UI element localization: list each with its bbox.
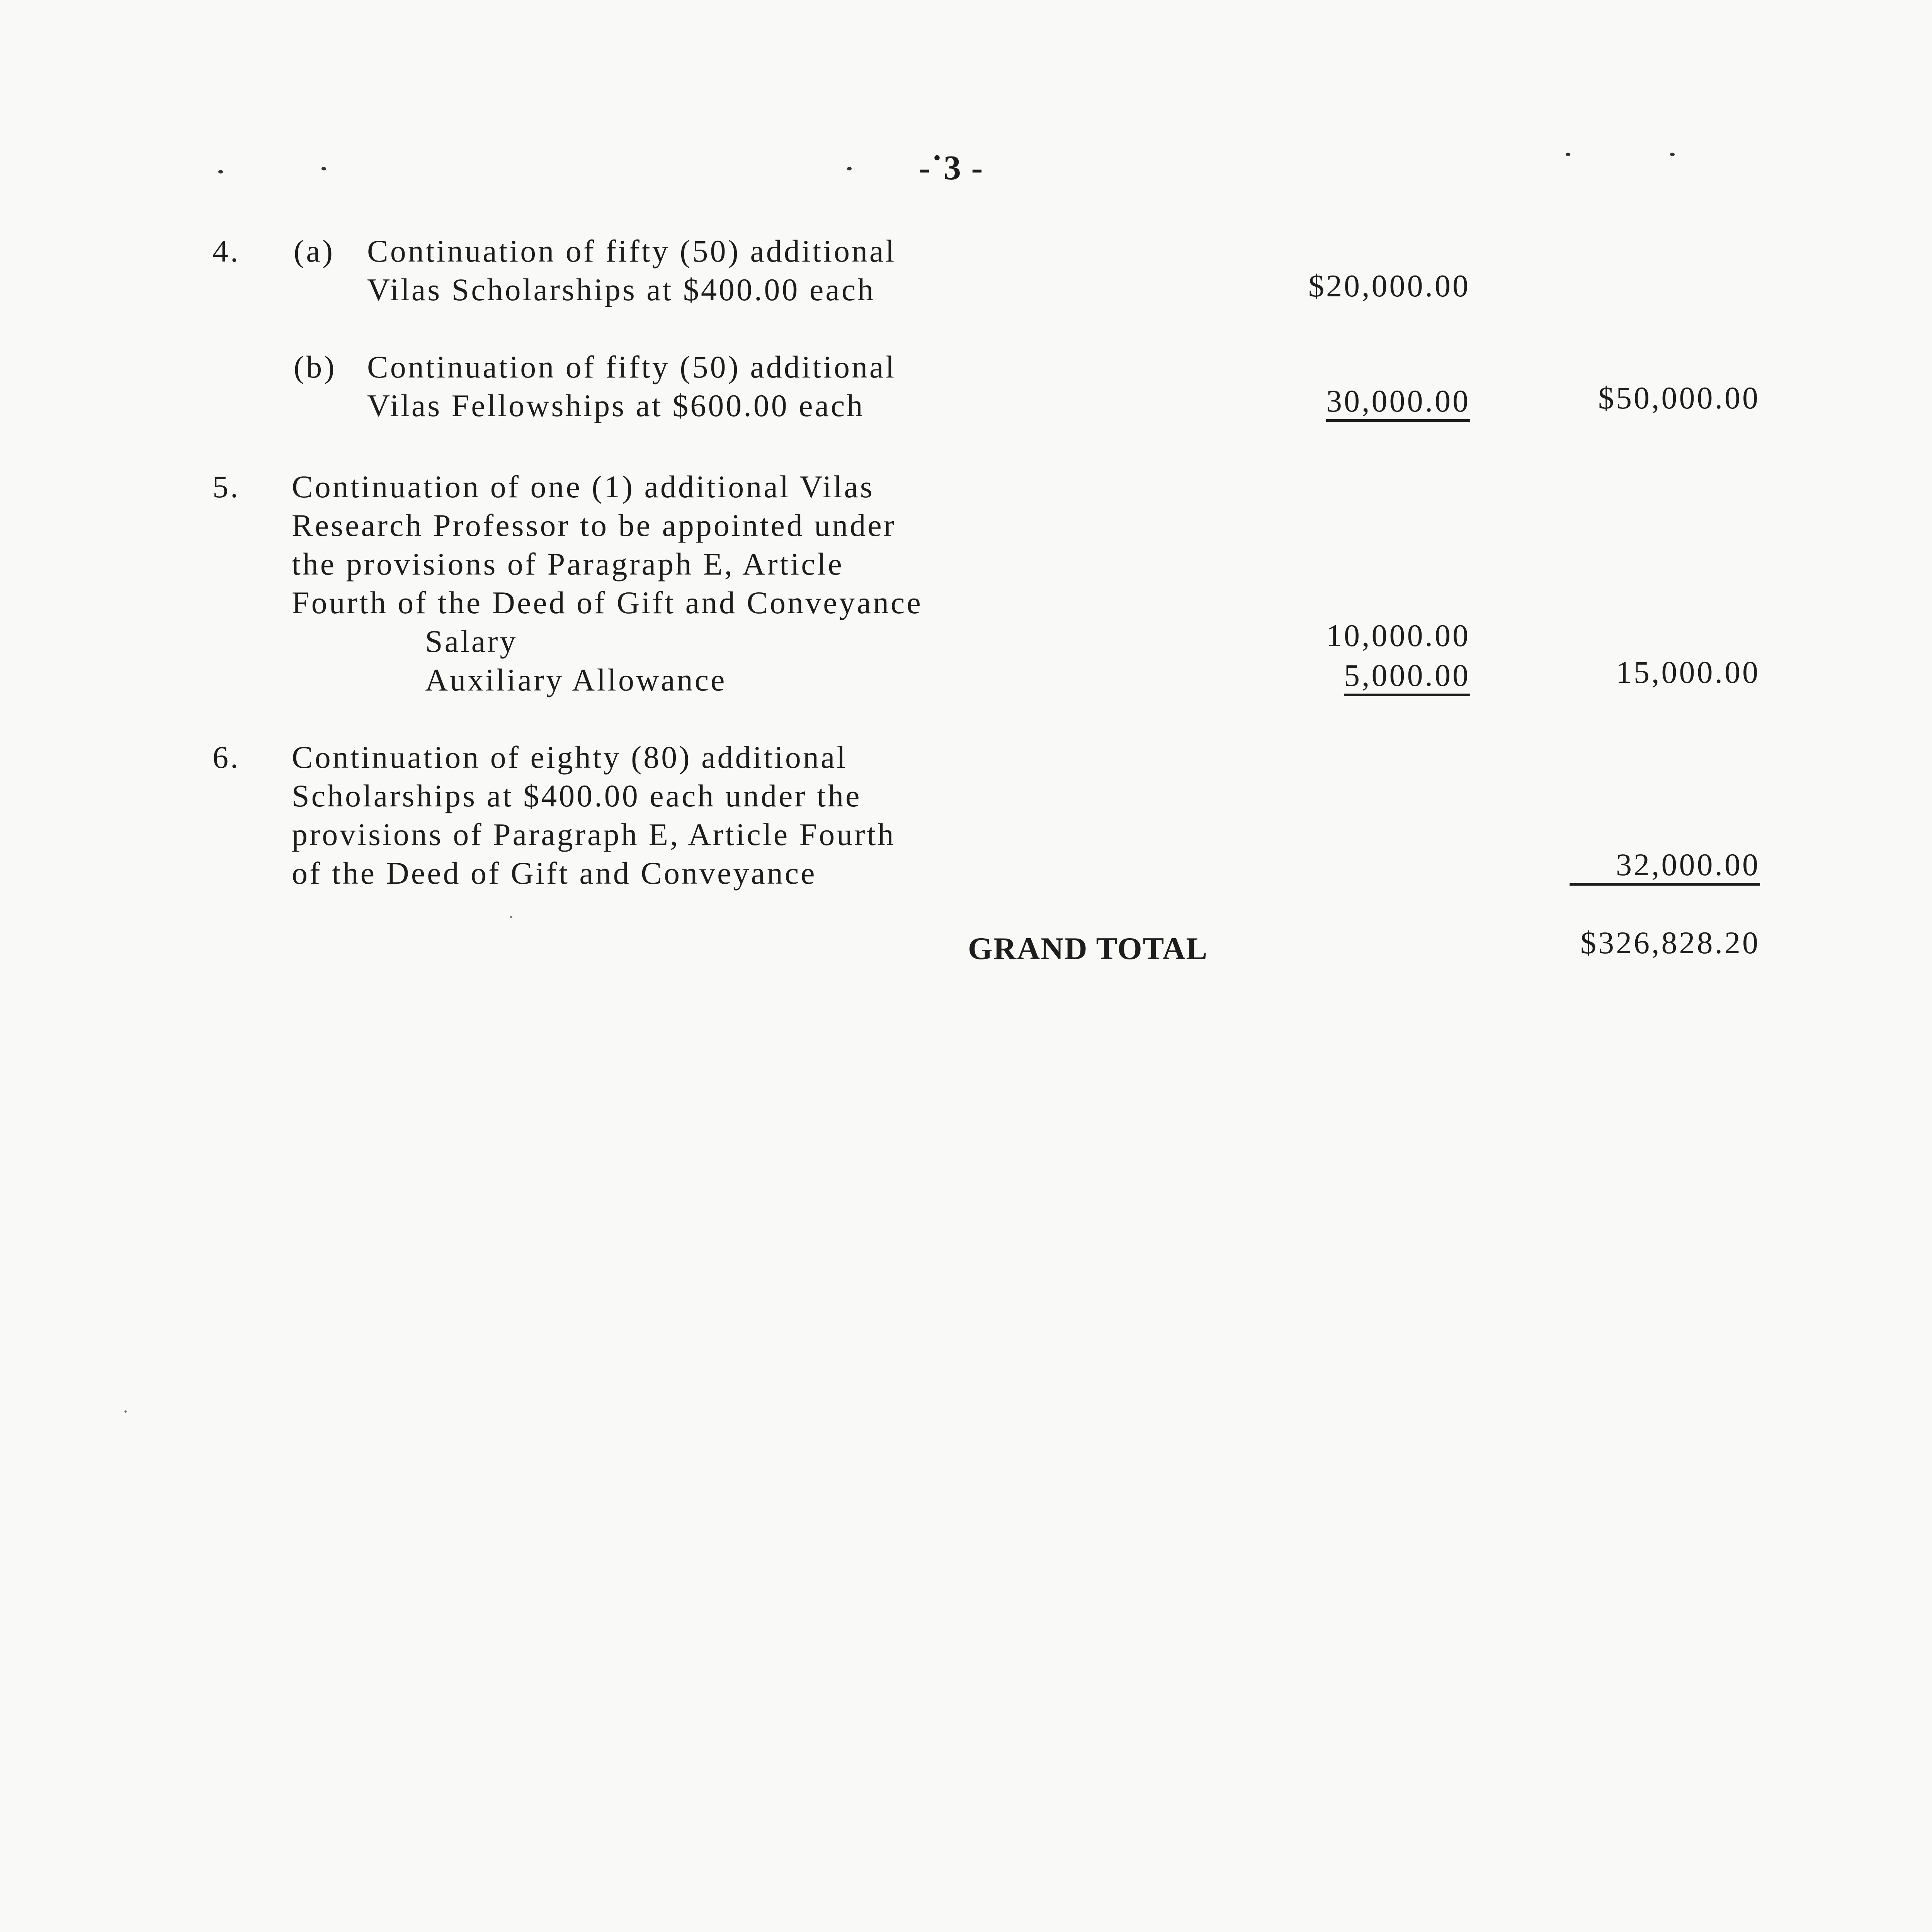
item-5-total: 15,000.00 xyxy=(1616,655,1760,690)
allowance-amount: 5,000.00 xyxy=(1344,659,1470,696)
scan-speck xyxy=(1670,153,1675,156)
grand-total-amount: $326,828.20 xyxy=(1580,925,1760,960)
scan-speck xyxy=(1566,153,1570,156)
item-4a-line: Vilas Scholarships at $400.00 each xyxy=(367,272,876,307)
salary-amount: 10,000.00 xyxy=(1326,618,1470,653)
item-4-number: 4. xyxy=(213,233,240,269)
item-5-line: Research Professor to be appointed under xyxy=(292,508,896,543)
item-6-total: 32,000.00 xyxy=(1570,848,1760,886)
item-6-line: Scholarships at $400.00 each under the xyxy=(292,778,862,813)
item-4b-marker: (b) xyxy=(294,349,337,384)
item-6-line: of the Deed of Gift and Conveyance xyxy=(292,855,817,891)
scan-speck xyxy=(321,167,326,170)
item-5-number: 5. xyxy=(213,469,240,504)
item-6-line: Continuation of eighty (80) additional xyxy=(292,740,848,775)
item-4b-amount: 30,000.00 xyxy=(1326,384,1470,422)
grand-total-label: GRAND TOTAL xyxy=(968,931,1208,966)
item-4b-line: Vilas Fellowships at $600.00 each xyxy=(367,388,865,423)
scan-speck xyxy=(847,167,852,170)
item-4a-amount: $20,000.00 xyxy=(1308,268,1470,303)
item-6-line: provisions of Paragraph E, Article Fourth xyxy=(292,817,896,852)
item-5-line: the provisions of Paragraph E, Article xyxy=(292,546,844,582)
scan-speck xyxy=(124,1410,127,1413)
allowance-label: Auxiliary Allowance xyxy=(425,662,727,697)
item-4a-marker: (a) xyxy=(294,233,335,269)
scan-speck xyxy=(510,916,512,918)
item-6-number: 6. xyxy=(213,740,240,775)
item-5-line: Continuation of one (1) additional Vilas xyxy=(292,469,874,504)
item-4-total: $50,000.00 xyxy=(1598,380,1760,415)
item-4a-line: Continuation of fifty (50) additional xyxy=(367,233,896,269)
item-5-line: Fourth of the Deed of Gift and Conveyance xyxy=(292,585,923,620)
salary-label: Salary xyxy=(425,624,518,659)
page-number: -˙3 - xyxy=(919,149,984,187)
scan-speck xyxy=(218,170,223,173)
item-4b-line: Continuation of fifty (50) additional xyxy=(367,349,896,384)
